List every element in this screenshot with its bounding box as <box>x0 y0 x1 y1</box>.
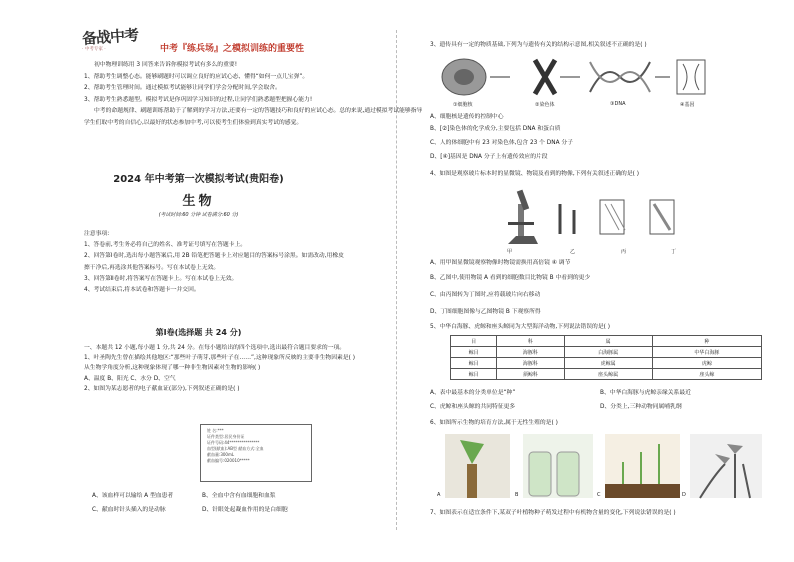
q3-caption: ④基因 <box>680 102 695 108</box>
table-cell: 鲸目 <box>451 358 497 369</box>
cells-c <box>605 204 625 230</box>
grafting-stem <box>467 464 477 498</box>
q6-stem: 6、如图所示生物的培育方法,属于无性生殖的是( ) <box>430 420 558 426</box>
q4-caption: 丙 <box>621 249 627 255</box>
question-line: A、温度 B、阳光 C、水分 D、空气 <box>84 375 176 382</box>
dna-strand-2 <box>590 62 650 92</box>
table-cell: 白海豚属 <box>564 347 652 358</box>
header-title: 中考『练兵场』之模拟训练的重要性 <box>160 44 305 54</box>
card-line: 姓 名:*** <box>207 428 224 433</box>
table-cell: 中华白海豚 <box>652 347 761 358</box>
intro-line: 1、帮助考生调整心态。能够刷题时可以调立良好的应试心态、懂得“如何一点儿宝弹”。 <box>84 73 309 80</box>
q2-option-c: C、献血时针头插入的是动脉 <box>92 507 166 513</box>
question-line: 1、叶圣陶先生曾在描绘其他地区:“那些叶子萌芽,那些叶子在……”,这种现象所反映的主要非生物因素是( ) <box>84 355 355 362</box>
note-line: 擦干净后,再选涂其他答案标号。写在本试卷上无效。 <box>84 264 220 271</box>
q2-option-d: D、针眼处起凝血作用的是白细胞 <box>202 507 288 513</box>
q4-option-d: D、丁图细胞图像与乙图物镜 B 下观察所得 <box>430 309 541 315</box>
table-row <box>451 358 762 369</box>
page-fold-line <box>396 30 398 530</box>
table-cell: 虎鲸 <box>652 358 761 369</box>
taxonomy-table <box>450 335 762 380</box>
q3-option-d: D、[④]基因是 DNA 分子上有遗传效应的片段 <box>430 154 548 160</box>
table-cell: 须鲸科 <box>497 369 564 380</box>
table-header: 属 <box>564 336 652 347</box>
q6-label: C <box>597 492 601 498</box>
microscope-base <box>508 236 538 244</box>
q3-caption: ②染色体 <box>535 102 555 108</box>
table-header: 种 <box>652 336 761 347</box>
logo-subtitle: · 中考专家 · <box>82 47 106 52</box>
q3-option-a: A、细胞核是遗传的控制中心 <box>430 114 504 120</box>
q6-label: B <box>515 492 519 498</box>
q5-option-d: D、分类上,三种动物同属哺乳纲 <box>600 404 682 410</box>
q6-figure <box>445 434 765 500</box>
chromosome-shape <box>535 60 555 94</box>
section-title: 第Ⅰ卷(选择题 共 24 分) <box>155 328 242 337</box>
q4-option-a: A、用甲图显微镜观察物像时物镜需换用高倍镜 ④ 调节 <box>430 260 571 266</box>
notes-heading: 注意事项: <box>84 231 110 237</box>
intro-line: 初中物理训练用 3 回答来告诉你模拟考试有多么的重要! <box>94 62 238 68</box>
q5-option-a: A、表中最基本的分类单位是“种” <box>430 390 516 396</box>
table-header: 科 <box>497 336 564 347</box>
note-line: 1、答卷前,考生务必将自己的姓名、准考证号填写在答题卡上。 <box>84 242 247 249</box>
logo-text: 备战中考 <box>81 26 139 48</box>
q6-label: A <box>437 492 441 498</box>
question-block <box>84 343 384 394</box>
note-line: 4、考试结束后,将本试卷和答题卡一并交回。 <box>84 287 200 294</box>
q4-figure <box>490 184 740 250</box>
table-cell: 座头鲸 <box>652 369 761 380</box>
exam-subject: 生物 <box>182 194 215 209</box>
q4-option-b: B、乙图中,使用物镜 A 看到的细胞数目比物镜 B 中看到的更少 <box>430 275 591 281</box>
question-line: 2、如图为某志愿者的电子献血证(部分),下列叙述正确的是( ) <box>84 385 240 392</box>
q2-option-b: B、全血中含有血细胞和血浆 <box>202 493 276 499</box>
q5-stem: 5、中华白海豚、虎鲸和座头鲸同为大型海洋动物,下列说法错误的是( ) <box>430 324 611 330</box>
q4-stem: 4、如图是观察玻片标本时的显微镜、物镜及看到的物像,下列有关叙述正确的是( ) <box>430 171 639 177</box>
q2-option-a: A、该血样可以输给 A 型血患者 <box>92 493 174 499</box>
tissue-flask-2 <box>557 452 579 496</box>
card-line: 证件号码:44*************** <box>207 439 260 445</box>
gene-box <box>677 60 705 94</box>
soil <box>605 484 680 498</box>
blood-donation-card <box>200 424 312 482</box>
card-line: 献血编号:020010***** <box>207 457 250 463</box>
question-line: 一、本题共 12 小题,每小题 1 分,共 24 分。在每小题给出的四个选项中,选出最符合题目要求的一项。 <box>84 345 346 351</box>
question-line: 从生物学角度分析,这种现象体现了哪一种非生物因素对生物的影响( ) <box>84 365 261 372</box>
notes-section <box>84 229 384 296</box>
intro-line: 中考的命题规律、刷题训练帮助于了解到的学习方法,还要有一定的答题技巧和良好的应试心态。总的来说,通过模拟考试能够指导 <box>94 108 423 114</box>
card-line: 献血量:300mL <box>207 451 235 457</box>
nucleus-inner <box>454 69 474 85</box>
intro-line: 3、帮助考生熟悉题型。模拟考试是你巩固学习知识的过程,让同学们熟悉题型把握心能力! <box>84 96 313 103</box>
tissue-flask-1 <box>529 452 551 496</box>
brand-logo <box>82 26 160 56</box>
table-cell: 虎鲸属 <box>564 358 652 369</box>
card-line: 证件类型:居民身份证 <box>207 433 245 439</box>
q3-stem: 3、遗传具有一定的物质基础,下列为与遗传有关的结构示意图,相关叙述不正确的是( ) <box>430 42 647 48</box>
q6-image-d <box>690 434 762 498</box>
q3-option-b: B、[②]染色体的化学成分,主要包括 DNA 和蛋白质 <box>430 126 561 132</box>
table-cell: 鲸目 <box>451 369 497 380</box>
intro-line: 2、帮助考生管理时间。通过模拟考试能够让同学们学会分配时间,学会取舍。 <box>84 85 281 91</box>
q7-stem: 7、如图表示在适宜条件下,某双子叶植物种子萌发过程中有机物含量的变化,下列说法错误的是( ) <box>430 510 676 516</box>
q5-option-c: C、虎鲸和座头鲸的共同特征更多 <box>430 404 516 410</box>
note-line: 2、回答第Ⅰ卷时,选出每小题答案后,用 2B 铅笔把答题卡上对应题目的答案标号涂黑。如需改动,用橡皮 <box>84 253 344 260</box>
q6-label: D <box>682 492 686 498</box>
intro-section <box>84 60 423 129</box>
gene-shape <box>683 64 699 90</box>
q4-caption: 丁 <box>671 249 677 255</box>
table-row <box>451 369 762 380</box>
q3-option-c: C、人的体细胞中有 23 对染色体,包含 23 个 DNA 分子 <box>430 140 574 146</box>
note-line: 3、回答第Ⅱ卷时,将答案写在答题卡上。写在本试卷上无效。 <box>84 275 238 282</box>
intro-line: 学生们取中考的自信心,以最好的状态参加中考,可以使考生们体验到真实考试的感觉。 <box>84 119 303 126</box>
table-cell: 海豚科 <box>497 347 564 358</box>
table-row <box>451 347 762 358</box>
q3-caption: ③DNA <box>610 101 626 107</box>
q3-figure <box>440 52 710 102</box>
microscope-stage <box>508 222 534 225</box>
q4-caption: 甲 <box>507 249 513 255</box>
exam-meta: (考试时间:60 分钟 试卷满分:60 分) <box>158 212 239 218</box>
q4-caption: 乙 <box>570 249 576 255</box>
q5-option-b: B、中华白海豚与虎鲸亲缘关系最近 <box>600 390 691 396</box>
table-cell: 座头鲸属 <box>564 369 652 380</box>
q3-caption: ①细胞核 <box>453 102 473 108</box>
table-header: 目 <box>451 336 497 347</box>
exam-title: 2024 年中考第一次模拟考试(贵阳卷) <box>113 174 284 185</box>
table-header-row <box>451 336 762 347</box>
cells-d <box>654 204 670 230</box>
q4-option-c: C、由丙图转为丁图时,应将载玻片向右移动 <box>430 292 541 298</box>
table-cell: 海豚科 <box>497 358 564 369</box>
card-line: 血型(献血):AB型 献血方式:全血 <box>207 445 264 451</box>
table-cell: 鲸目 <box>451 347 497 358</box>
